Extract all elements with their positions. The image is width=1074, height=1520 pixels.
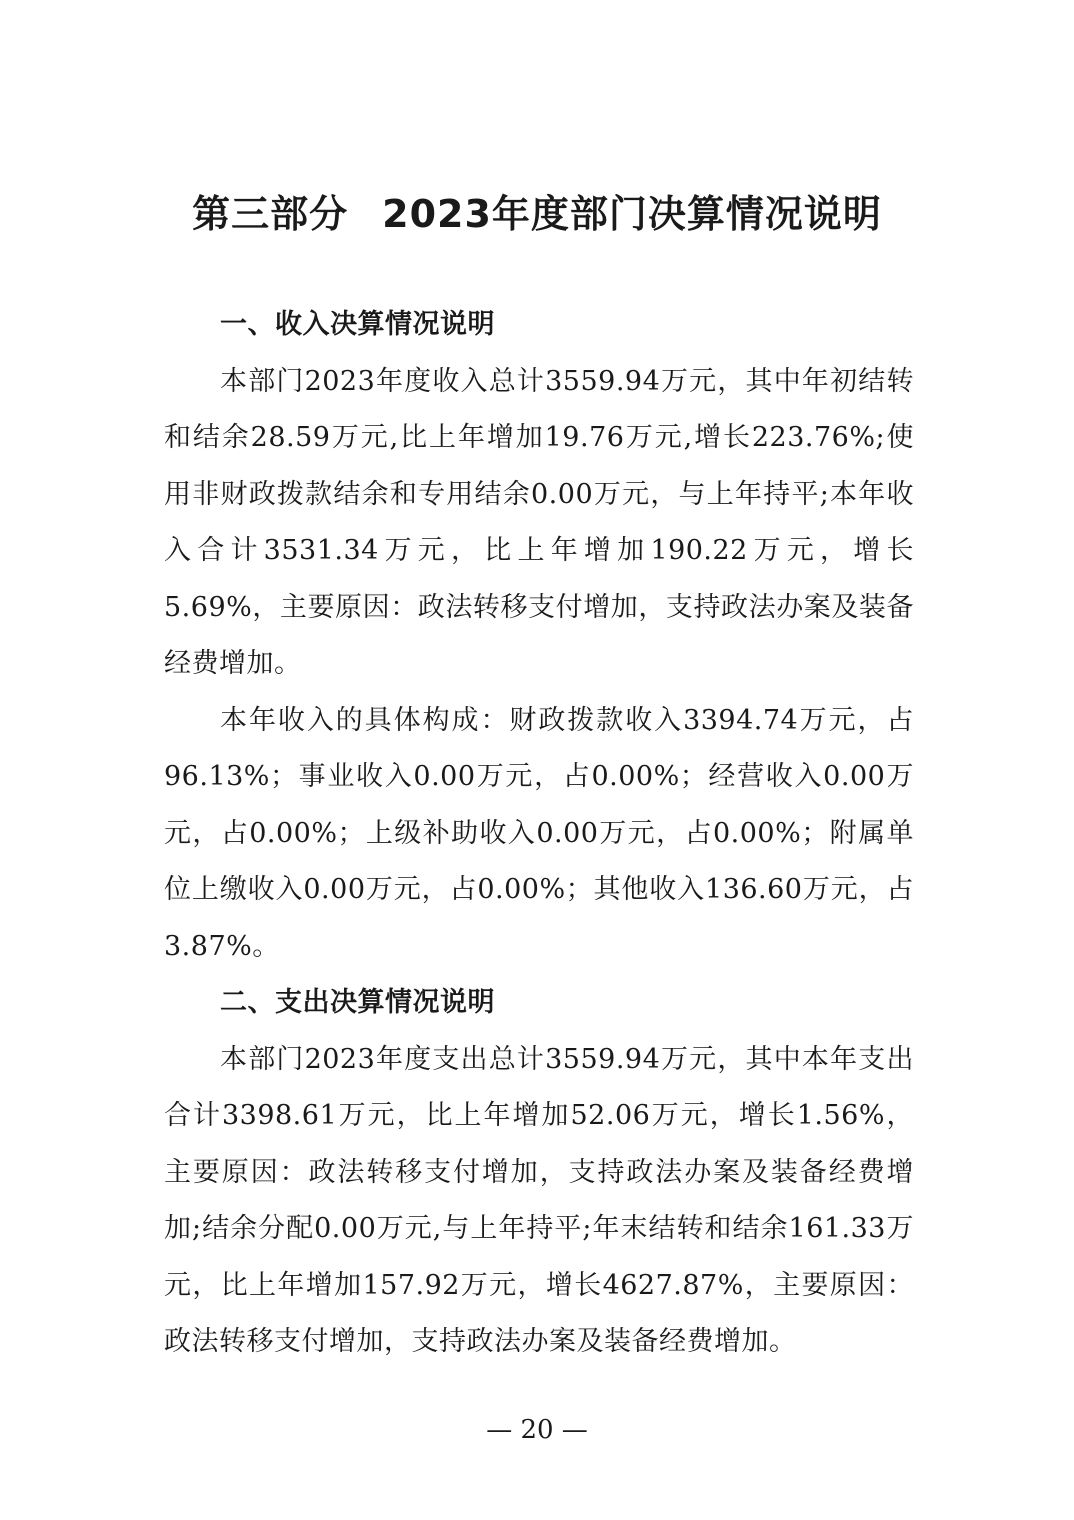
income-paragraph-2: 本年收入的具体构成：财政拨款收入3394.74万元，占96.13%；事业收入0.00万元，占0.00%；经营收入0.00万元，占0.00%；上级补助收入0.00万元，占0.00%；附属单位上缴收入0.00万元，占0.00%；其他收入136.60万元，占3.87%。: [164, 704, 914, 962]
document-body: [164, 297, 914, 1371]
expenditure-paragraph-1: 本部门2023年度支出总计3559.94万元，其中本年支出合计3398.61万元，比上年增加52.06万元，增长1.56%，主要原因：政法转移支付增加，支持政法办案及装备经费增加;结余分配0.00万元,与上年持平;年末结转和结余161.33万元，比上年增加157.92万元，增长4627.87%，主要原因：政法转移支付增加，支持政法办案及装备经费增加。: [164, 1043, 914, 1357]
page-number: — 20 —: [486, 1415, 588, 1445]
title-part: 第三部分: [192, 192, 349, 236]
title-text: 2023年度部门决算情况说明: [382, 192, 882, 236]
page-title: [0, 186, 1074, 242]
section-heading-income: 一、收入决算情况说明: [220, 309, 495, 340]
section-heading-expenditure: 二、支出决算情况说明: [220, 987, 495, 1018]
income-paragraph-1: 本部门2023年度收入总计3559.94万元，其中年初结转和结余28.59万元,比上年增加19.76万元,增长223.76%;使用非财政拨款结余和专用结余0.00万元，与上年持平;本年收入合计3531.34万元，比上年增加190.22万元，增长5.69%，主要原因：政法转移支付增加，支持政法办案及装备经费增加。: [164, 365, 914, 679]
